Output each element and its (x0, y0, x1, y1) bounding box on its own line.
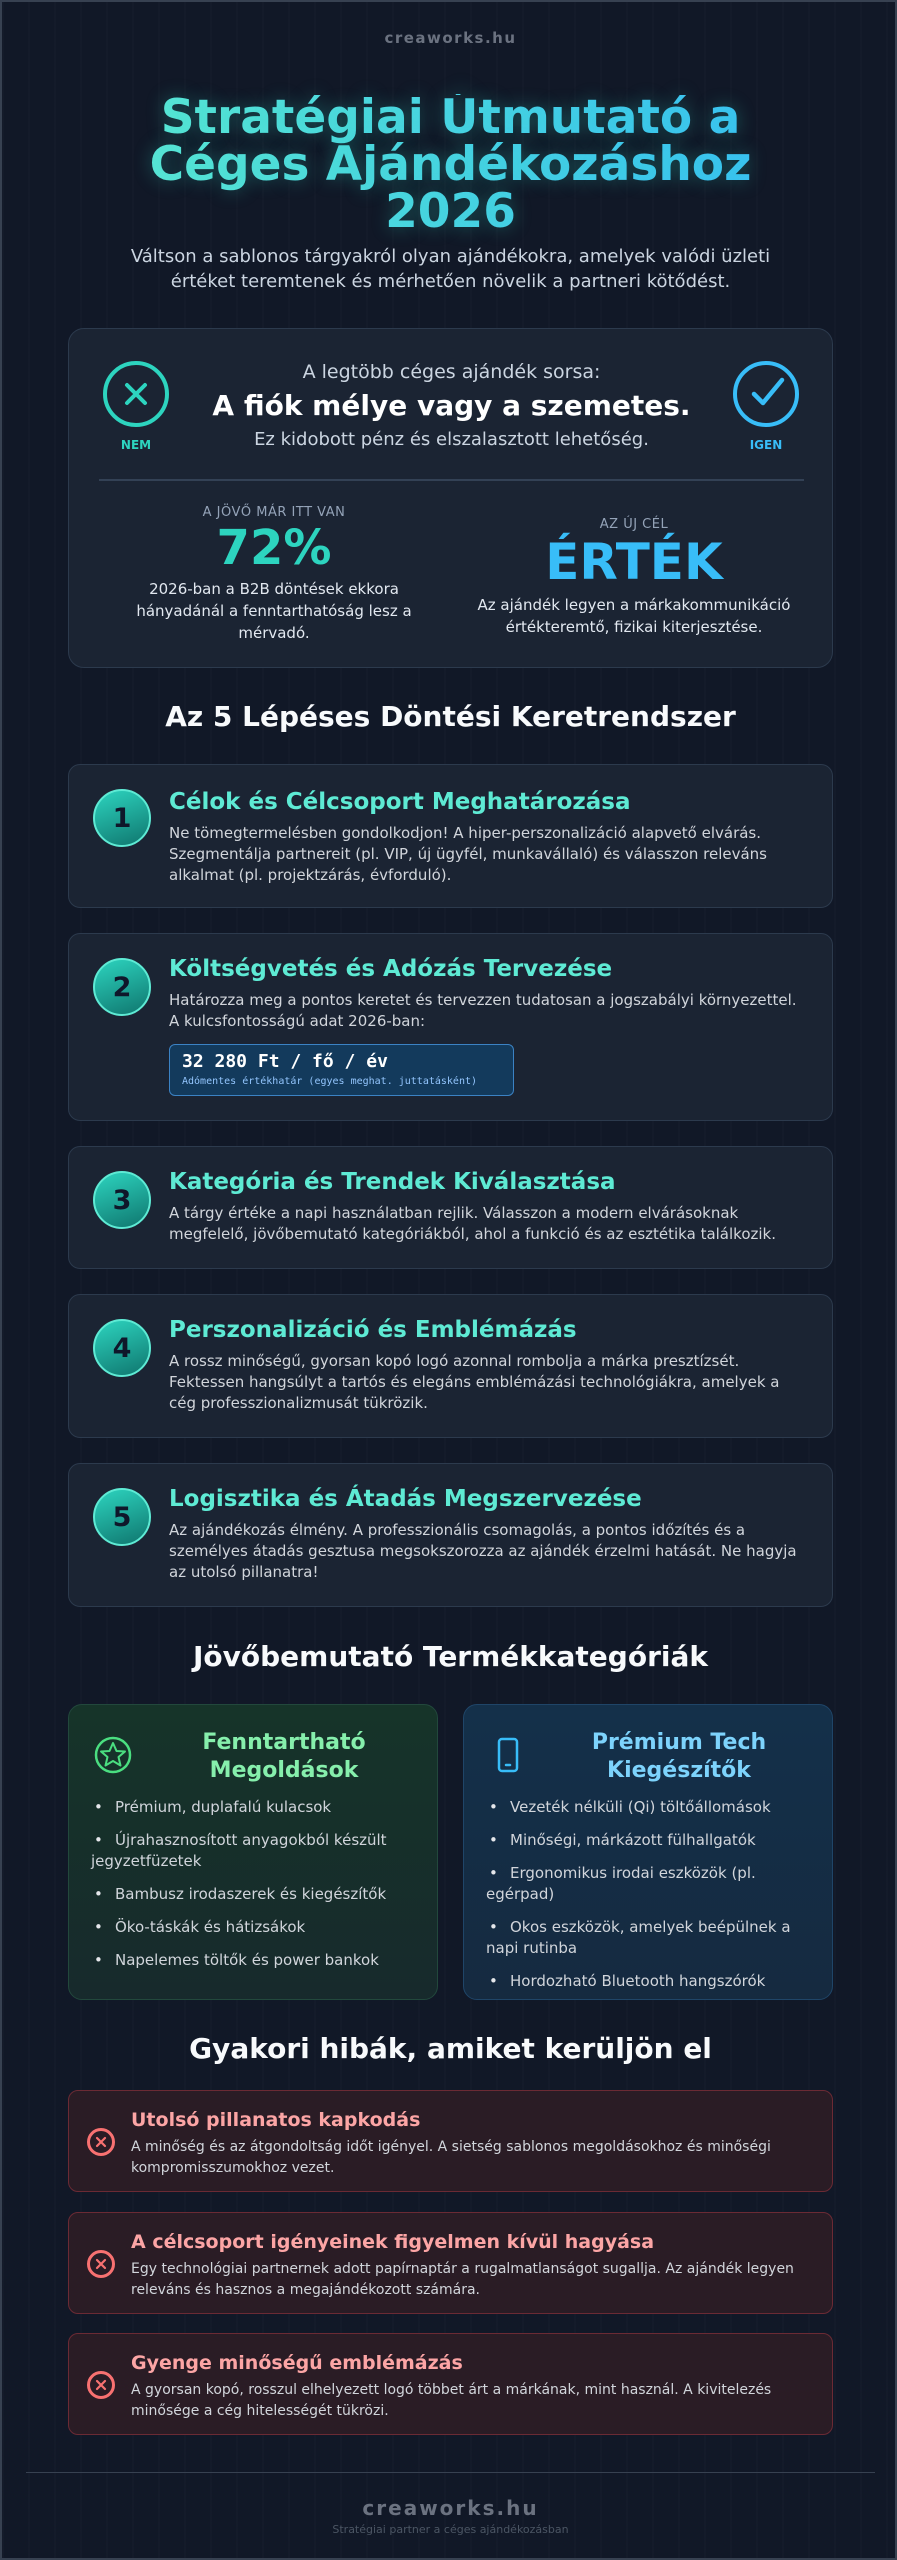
mistake-title: A célcsoport igényeinek figyelmen kívül hagyása (131, 2231, 655, 2253)
category-sustainable (68, 1704, 438, 2000)
mistake-title: Gyenge minőségű emblémázás (131, 2352, 463, 2374)
stat-text: 2026-ban a B2B döntések ekkora hányadánál a fenntarthatóság lesz a mérvadó. (136, 580, 412, 642)
divider (99, 479, 804, 481)
step-number: 2 (93, 958, 151, 1016)
mistake-desc: A gyorsan kopó, rosszul elhelyezett logó többet árt a márkának, mint használ. A kivitelezés minősége a cég hitelességét tükrözi. (131, 2382, 772, 2419)
list-item: • Bambusz irodaszerek és kiegészítők (91, 1884, 421, 1905)
stat-value: ÉRTÉK (545, 533, 723, 591)
mistakes-title: Gyakori hibák, amiket kerüljön el (189, 2032, 712, 2065)
framework-title: Az 5 Lépéses Döntési Keretrendszer (165, 700, 736, 733)
no-label: NEM (120, 438, 152, 452)
step-number: 3 (93, 1171, 151, 1229)
step-title: Célok és Célcsoport Meghatározása (169, 789, 631, 815)
category-title: Prémium Tech Kiegészítők (591, 1730, 767, 1783)
step-title: Perszonalizáció és Emblémázás (169, 1317, 577, 1343)
list-item: • Okos eszközök, amelyek beépülnek a napi rutinba (486, 1917, 816, 1959)
step-number: 1 (93, 789, 151, 847)
tax-limit-caption: Adómentes értékhatár (egyes meghat. juttatásként) (182, 1076, 478, 1087)
list-item: • Prémium, duplafalú kulacsok (91, 1797, 421, 1818)
step-desc: Az ajándékozás élmény. A professzionális csomagolás, a pontos időzítés és a személyes átadás gesztusa megsokszorozza az ajándék érzelmi hatását. Ne hagyja az utolsó pillanatra! (169, 1521, 797, 1581)
stat-sustainability (129, 505, 419, 644)
step-title: Logisztika és Átadás Megszervezése (169, 1486, 642, 1512)
top-brand[interactable]: creaworks.hu (384, 29, 517, 47)
stat-value-goal (469, 517, 799, 638)
stat-kicker: A JÖVŐ MÁR ITT VAN (202, 505, 346, 520)
mistake-card-1 (68, 2090, 833, 2192)
mistake-card-2 (68, 2212, 833, 2314)
mistake-desc: Egy technológiai partnernek adott papírnaptár a rugalmatlanságot sugallja. Az ajándék legyen releváns és hasznos a megajándékozott számára. (131, 2261, 794, 2298)
step-title: Költségvetés és Adózás Tervezése (169, 956, 613, 982)
step-card-2 (68, 933, 833, 1121)
tax-limit-value: 32 280 Ft / fő / év (182, 1051, 388, 1072)
category-list (91, 1797, 421, 1983)
categories-title: Jövőbemutató Termékkategóriák (193, 1640, 708, 1673)
footer-tagline: Stratégiai partner a céges ajándékozásban (332, 2523, 569, 2536)
problem-lead: A legtöbb céges ajándék sorsa: (302, 361, 601, 383)
stat-kicker: AZ ÚJ CÉL (599, 517, 669, 532)
step-card-5 (68, 1463, 833, 1607)
list-item: • Újrahasznosított anyagokból készült jegyzetfüzetek (91, 1830, 421, 1872)
x-circle-icon (87, 2128, 115, 2156)
title-line-3: 2026 (385, 184, 516, 239)
mistake-desc: A minőség és az átgondoltság időt igényel. A sietség sablonos megoldásokhoz és minőségi kompromisszumokhoz vezet. (131, 2139, 771, 2176)
list-item: • Vezeték nélküli (Qi) töltőállomások (486, 1797, 816, 1818)
step-number: 4 (93, 1319, 151, 1377)
category-list (486, 1797, 816, 2004)
step-desc: A rossz minőségű, gyorsan kopó logó azonnal rombolja a márka presztízsét. Fektessen hangsúlyt a tartós és elegáns emblémázási technológiákra, amelyek a cég professzionalizmusát tükrözik. (169, 1352, 780, 1412)
star-badge-icon (93, 1735, 133, 1775)
x-circle-icon (103, 361, 169, 427)
step-card-3 (68, 1146, 833, 1269)
x-circle-icon (87, 2250, 115, 2278)
list-item: • Hordozható Bluetooth hangszórók (486, 1971, 816, 1992)
list-item: • Ergonomikus irodai eszközök (pl. egérpad) (486, 1863, 816, 1905)
yes-label: IGEN (749, 438, 783, 452)
step-card-1 (68, 764, 833, 908)
step-title: Kategória és Trendek Kiválasztása (169, 1169, 616, 1195)
list-item: • Minőségi, márkázott fülhallgatók (486, 1830, 816, 1851)
page-subtitle: Váltson a sablonos tárgyakról olyan ajándékokra, amelyek valódi üzleti értéket teremtenek és mérhetően növelik a partneri kötődést. (130, 246, 771, 292)
step-number: 5 (93, 1488, 151, 1546)
mistake-card-3 (68, 2333, 833, 2435)
check-circle-icon (733, 361, 799, 427)
phone-icon (488, 1735, 528, 1775)
list-item: • Napelemes töltők és power bankok (91, 1950, 421, 1971)
page-title (102, 90, 799, 239)
x-circle-icon (87, 2371, 115, 2399)
problem-main: A fiók mélye vagy a szemetes. (212, 389, 691, 422)
problem-note: Ez kidobott pénz és elszalasztott lehetőség. (254, 429, 649, 450)
title-line-1: Stratégiai Útmutató a (160, 90, 741, 145)
stat-value: 72% (216, 520, 332, 576)
step-desc: Határozza meg a pontos keretet és tervezzen tudatosan a jogszabályi környezettel. A kulcsfontosságú adat 2026-ban: (169, 991, 797, 1030)
tax-limit-box (169, 1044, 514, 1096)
stat-text: Az ajándék legyen a márkakommunikáció értékteremtő, fizikai kiterjesztése. (477, 596, 791, 636)
step-desc: Ne tömegtermelésben gondolkodjon! A hiper-perszonalizáció alapvető elvárás. Szegmentálja partnereit (pl. VIP, új ügyfél, munkavállaló) és válasszon releváns alkalmat (pl. projektzárás, évforduló). (169, 824, 767, 884)
mistake-title: Utolsó pillanatos kapkodás (131, 2109, 421, 2131)
problem-card (68, 328, 833, 668)
footer-brand[interactable]: creaworks.hu (362, 2496, 539, 2520)
title-line-2: Céges Ajándékozáshoz (149, 137, 752, 192)
list-item: • Öko-táskák és hátizsákok (91, 1917, 421, 1938)
step-desc: A tárgy értéke a napi használatban rejlik. Válasszon a modern elvárásoknak megfelelő, jövőbemutató kategóriákból, ahol a funkció és az esztétika találkozik. (169, 1204, 776, 1243)
category-tech (463, 1704, 833, 2000)
footer-divider (26, 2472, 875, 2473)
step-card-4 (68, 1294, 833, 1438)
category-title: Fenntartható Megoldások (202, 1730, 366, 1783)
